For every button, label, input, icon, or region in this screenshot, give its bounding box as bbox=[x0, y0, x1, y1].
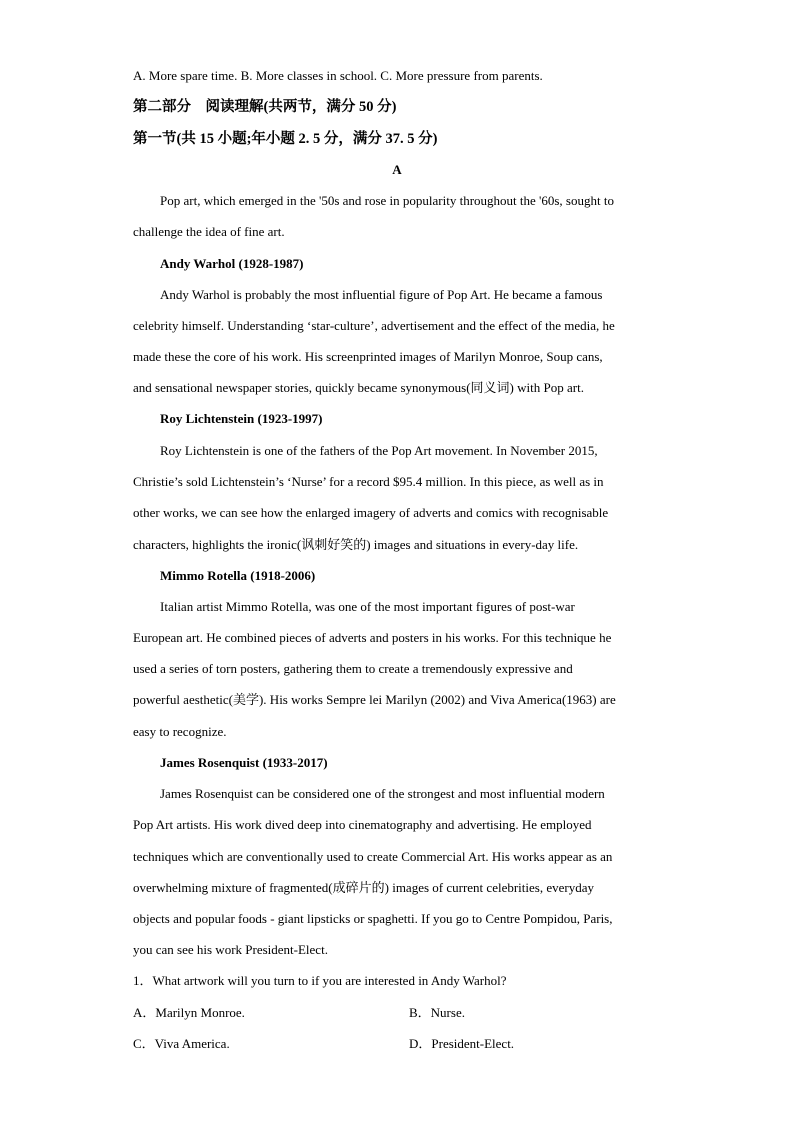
rotella-line-1: Italian artist Mimmo Rotella, was one of the most important figures of post-war bbox=[160, 599, 575, 614]
option-d: D．President-Elect. bbox=[409, 1036, 515, 1051]
rotella-line-2: European art. He combined pieces of adverts and posters in his works. For this technique he bbox=[133, 630, 612, 645]
question-stem: 1．What artwork will you turn to if you are interested in Andy Warhol? bbox=[133, 973, 507, 988]
option-b: B．Nurse. bbox=[409, 1005, 465, 1020]
warhol-line-2: celebrity himself. Understanding ‘star-culture’, advertisement and the effect of the media, he bbox=[133, 318, 615, 333]
previous-question-options: A. More spare time. B. More classes in school. C. More pressure from parents. bbox=[133, 68, 543, 83]
option-a: A．Marilyn Monroe. bbox=[133, 1005, 245, 1020]
section-heading: 第一节(共 15 小题;年小题 2. 5 分，满分 37. 5 分) bbox=[133, 131, 438, 147]
option-c: C．Viva America. bbox=[133, 1036, 230, 1051]
rosenquist-line-4: overwhelming mixture of fragmented(成碎片的) images of current celebrities, everyday bbox=[133, 880, 594, 895]
warhol-line-3: made these the core of his work. His screenprinted images of Marilyn Monroe, Soup cans, bbox=[133, 349, 603, 364]
lichtenstein-line-2: Christie’s sold Lichtenstein’s ‘Nurse’ for a record $95.4 million. In this piece, as well as in bbox=[133, 474, 604, 489]
lichtenstein-title: Roy Lichtenstein (1923-1997) bbox=[160, 411, 323, 426]
passage-label: A bbox=[392, 162, 402, 177]
rosenquist-line-3: techniques which are conventionally used to create Commercial Art. His works appear as an bbox=[133, 849, 613, 864]
lichtenstein-line-3: other works, we can see how the enlarged imagery of adverts and comics with recognisable bbox=[133, 505, 609, 520]
intro-line-1: Pop art, which emerged in the '50s and rose in popularity throughout the '60s, sought to bbox=[160, 193, 614, 208]
rotella-title: Mimmo Rotella (1918-2006) bbox=[160, 568, 316, 583]
rotella-line-5: easy to recognize. bbox=[133, 724, 227, 739]
warhol-title: Andy Warhol (1928-1987) bbox=[160, 256, 304, 271]
lichtenstein-line-1: Roy Lichtenstein is one of the fathers of the Pop Art movement. In November 2015, bbox=[160, 443, 598, 458]
rotella-line-3: used a series of torn posters, gathering them to create a tremendously expressive and bbox=[133, 661, 573, 676]
rosenquist-title: James Rosenquist (1933-2017) bbox=[160, 755, 328, 770]
rosenquist-line-2: Pop Art artists. His work dived deep into cinematography and advertising. He employed bbox=[133, 817, 592, 832]
rotella-line-4: powerful aesthetic(美学). His works Sempre lei Marilyn (2002) and Viva America(1963) are bbox=[133, 692, 616, 707]
warhol-line-1: Andy Warhol is probably the most influential figure of Pop Art. He became a famous bbox=[160, 287, 603, 302]
warhol-line-4: and sensational newspaper stories, quickly became synonymous(同义词) with Pop art. bbox=[133, 380, 584, 395]
rosenquist-line-1: James Rosenquist can be considered one of the strongest and most influential modern bbox=[160, 786, 605, 801]
rosenquist-line-5: objects and popular foods - giant lipsticks or spaghetti. If you go to Centre Pompidou, Paris, bbox=[133, 911, 613, 926]
lichtenstein-line-4: characters, highlights the ironic(讽刺好笑的) images and situations in every-day life. bbox=[133, 537, 579, 552]
part-heading: 第二部分 阅读理解(共两节，满分 50 分) bbox=[133, 99, 397, 115]
intro-line-2: challenge the idea of fine art. bbox=[133, 224, 285, 239]
rosenquist-line-6: you can see his work President-Elect. bbox=[133, 942, 328, 957]
